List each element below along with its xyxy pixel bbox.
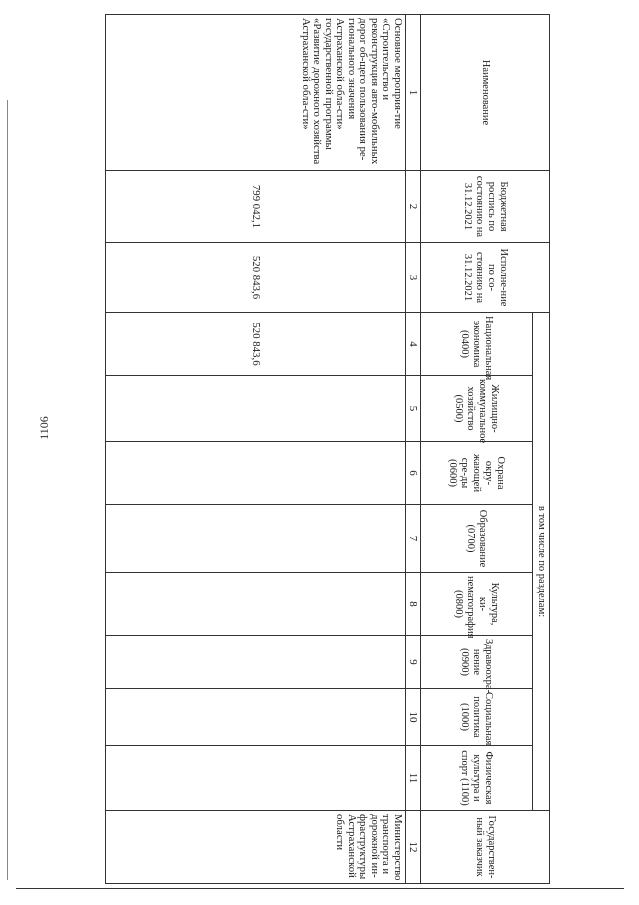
header-national-economy: Национальная экономика (0400): [421, 313, 533, 376]
column-number: 2: [406, 171, 421, 243]
header-name: Наименование: [421, 15, 550, 171]
rotated-page: [47, 0, 638, 884]
budget-table: [105, 14, 550, 884]
row-customer: Министерство транспорта и дорожной ин-фраструктуры Астраханской области: [106, 811, 406, 884]
column-number: 7: [406, 505, 421, 573]
column-number: 1: [406, 15, 421, 171]
header-culture: Культура, ки-нематография (0800): [421, 573, 533, 636]
header-customer: Государствен-ный заказчик: [421, 811, 550, 884]
column-number: 11: [406, 746, 421, 811]
page-number: 1106: [37, 416, 51, 440]
row-budget: 799 042,1: [106, 171, 406, 243]
header-environment: Охрана окру-жающей сре-ды (0600): [421, 442, 533, 505]
row-culture: [106, 573, 406, 636]
column-number: 6: [406, 442, 421, 505]
row-name: Основное мероприя-тие «Строительство и реконструкция авто-мобильных дорог об-щего пользования ре-гионального значения Астраханской обла-сти» государственной программы «Развитие дорожного хозяйства Астраханской обла-сти»: [106, 15, 406, 171]
row-sport: [106, 746, 406, 811]
row-environment: [106, 442, 406, 505]
header-execution: Исполне-ние по со-стоянию на 31.12.2021: [421, 243, 550, 313]
bottom-rule: [16, 888, 624, 889]
table-row: [106, 15, 406, 884]
header-social: Социальная политика (1000): [421, 689, 533, 746]
header-sections-group: в том числе по разделам:: [533, 313, 550, 811]
row-national-economy: 520 843,6: [106, 313, 406, 376]
column-number: 8: [406, 573, 421, 636]
column-number: 10: [406, 689, 421, 746]
header-budget: Бюджетная роспись по состоянию на 31.12.2021: [421, 171, 550, 243]
row-execution: 520 843,6: [106, 243, 406, 313]
row-education: [106, 505, 406, 573]
margin-rule: [7, 100, 8, 880]
column-number: 9: [406, 636, 421, 689]
header-sport: Физическая культура и спорт (1100): [421, 746, 533, 811]
header-education: Образование (0700): [421, 505, 533, 573]
column-number: 12: [406, 811, 421, 884]
column-number: 4: [406, 313, 421, 376]
row-health: [106, 636, 406, 689]
row-social: [106, 689, 406, 746]
row-housing: [106, 376, 406, 442]
header-health: Здравоохра-нение (0900): [421, 636, 533, 689]
header-housing: Жилищно-коммунальное хозяйство (0500): [421, 376, 533, 442]
column-number: 5: [406, 376, 421, 442]
column-number: 3: [406, 243, 421, 313]
